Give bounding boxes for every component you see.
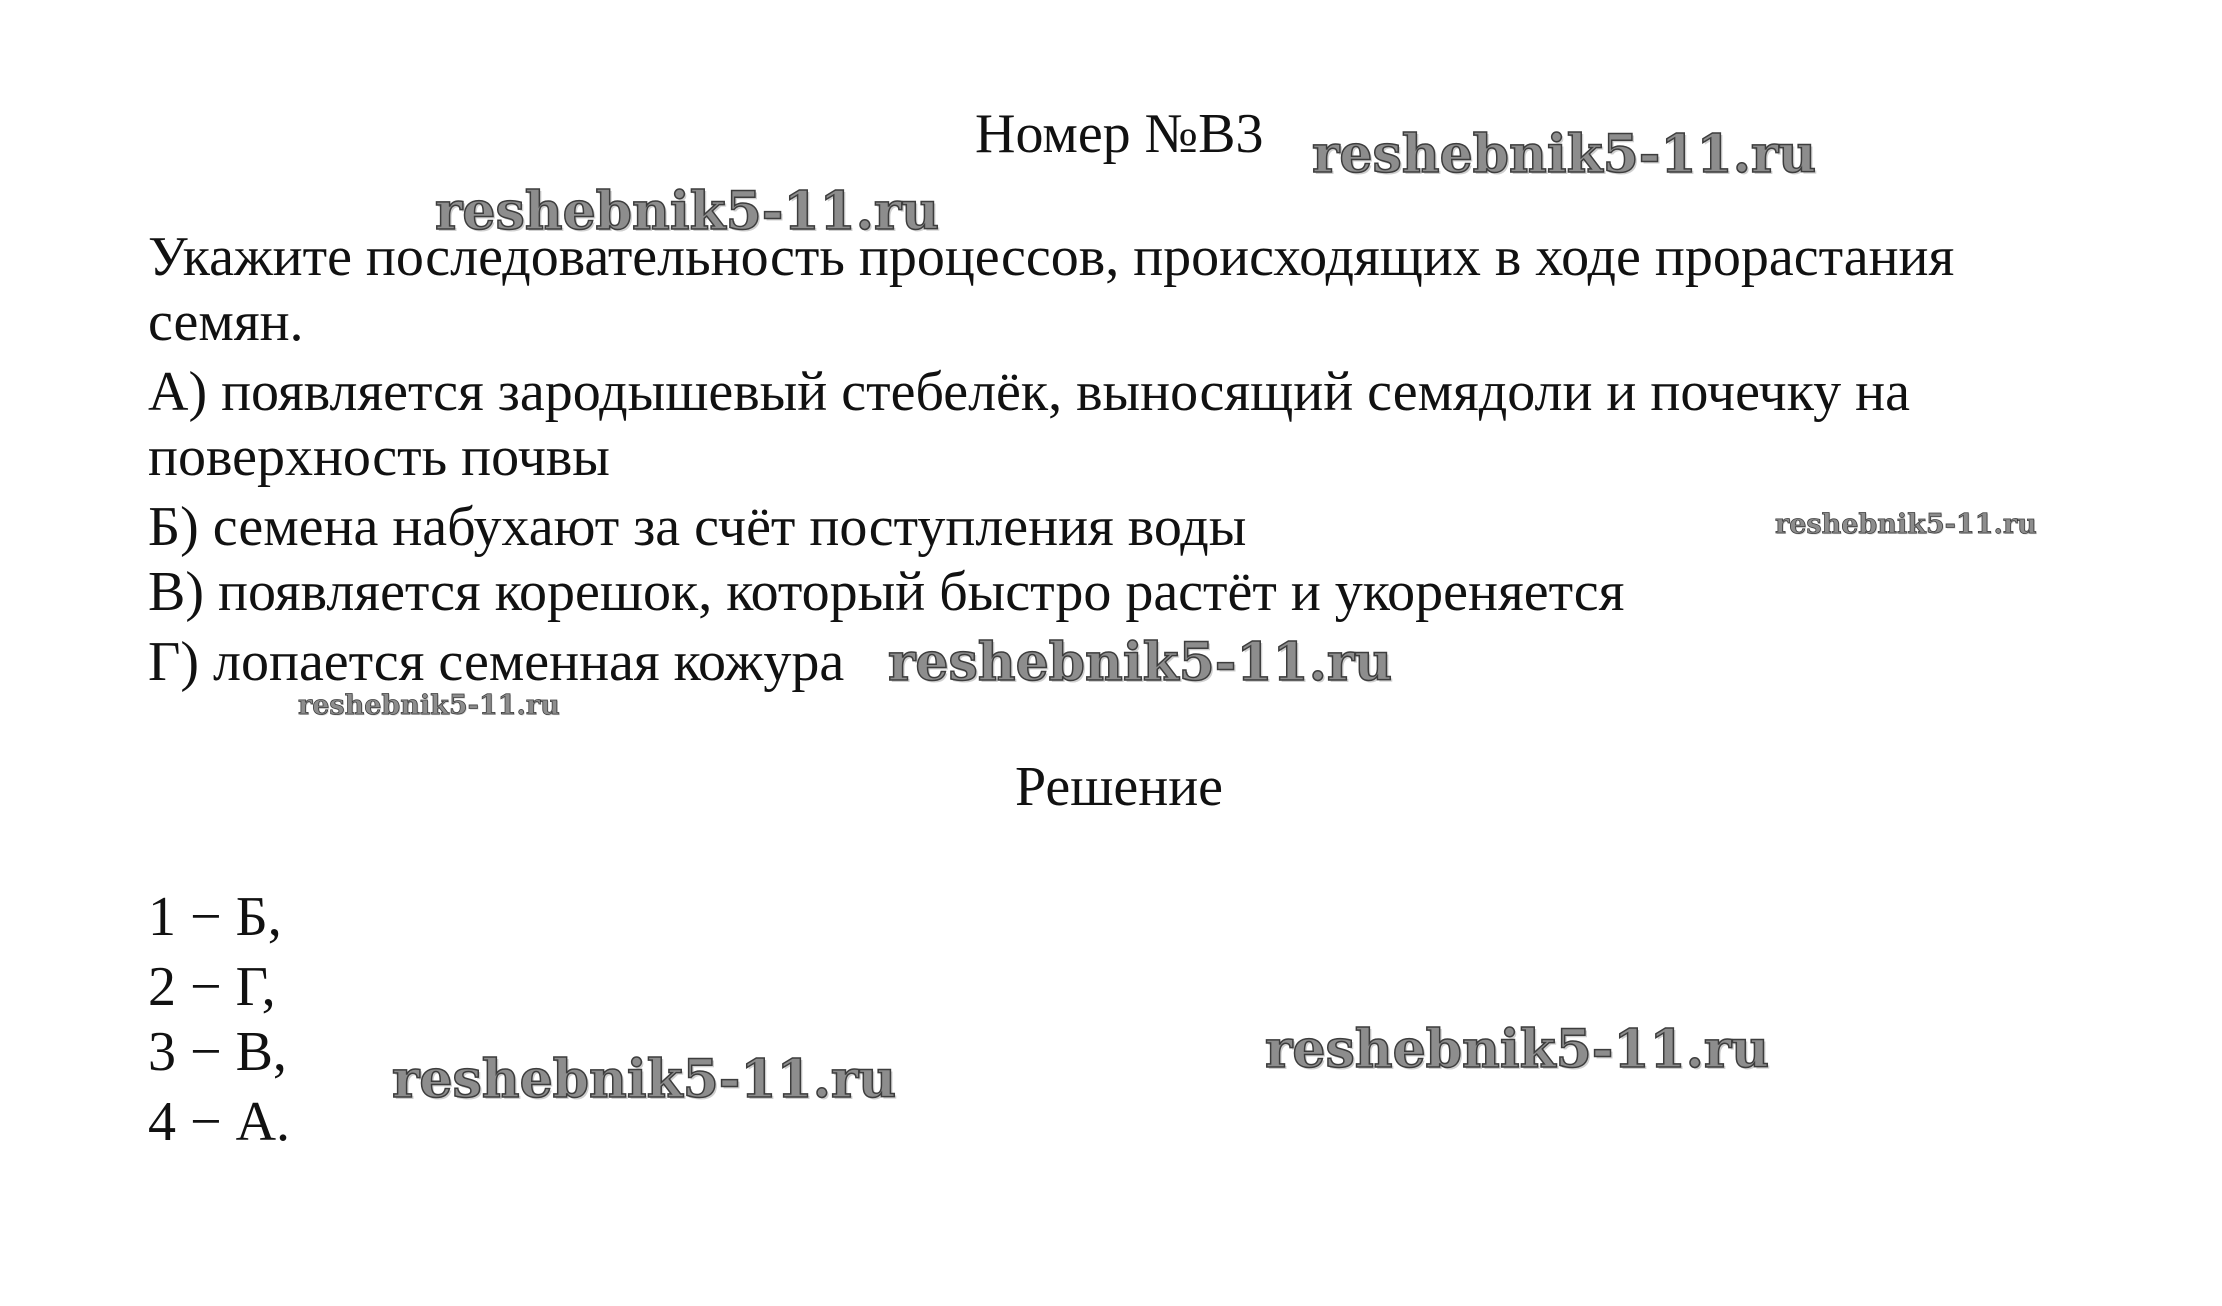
option-b: Б) семена набухают за счёт поступления воды xyxy=(148,496,1247,558)
watermark: reshebnik5-11.ru xyxy=(298,690,560,721)
answer-item: 1 − Б, xyxy=(148,886,282,948)
option-g: Г) лопается семенная кожура xyxy=(148,631,845,693)
watermark: reshebnik5-11.ru xyxy=(1312,124,1817,185)
question-line-2: семян. xyxy=(148,291,304,353)
answer-item: 3 − В, xyxy=(148,1021,287,1083)
solution-title: Решение xyxy=(1015,756,1224,818)
answer-item: 2 − Г, xyxy=(148,956,276,1018)
option-a-line-1: А) появляется зародышевый стебелёк, выносящий семядоли и почечку на xyxy=(148,361,1910,423)
question-line-1: Укажите последовательность процессов, происходящих в ходе прорастания xyxy=(148,226,1955,288)
answer-item: 4 − А. xyxy=(148,1091,291,1153)
watermark: reshebnik5-11.ru xyxy=(1265,1019,1770,1080)
watermark: reshebnik5-11.ru xyxy=(392,1049,897,1110)
option-v: В) появляется корешок, который быстро растёт и укореняется xyxy=(148,561,1625,623)
watermark: reshebnik5-11.ru xyxy=(888,632,1393,693)
page-heading: Номер №В3 xyxy=(975,103,1264,165)
option-a-line-2: поверхность почвы xyxy=(148,426,610,488)
watermark: reshebnik5-11.ru xyxy=(435,181,940,242)
watermark: reshebnik5-11.ru xyxy=(1775,509,2037,540)
